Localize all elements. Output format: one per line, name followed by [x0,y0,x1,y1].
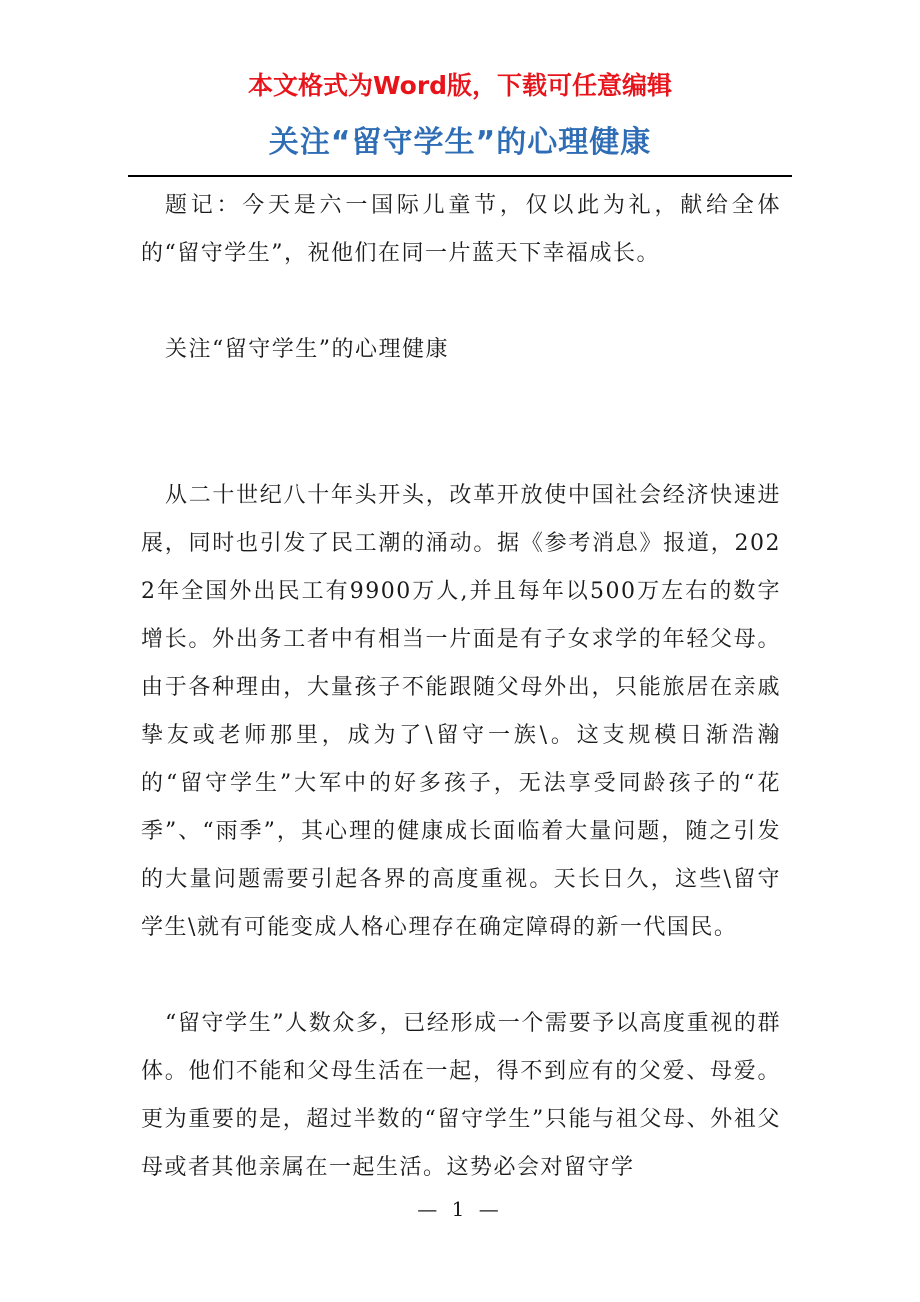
page-number: — 1 — [417,1197,503,1221]
epigraph-paragraph: 题记：今天是六一国际儿童节，仅以此为礼，献给全体的“留守学生”，祝他们在同一片蓝天下幸福成长。 [141,193,781,266]
article-subheading: 关注“留守学生”的心理健康 [165,337,449,362]
download-banner: 本文格式为Word版，下载可任意编辑 [247,71,673,100]
document-title: 关注“留守学生”的心理健康 [268,125,652,160]
title-divider [128,175,792,177]
body-paragraph-1: 从二十世纪八十年头开头，改革开放使中国社会经济快速进展，同时也引发了民工潮的涌动。据《参考消息》报道，2022年全国外出民工有9900万人,并且每年以500万左右的数字增长。外出务工者中有相当一片面是有子女求学的年轻父母。由于各种理由，大量孩子不能跟随父母外出，只能旅居在亲戚挚友或老师那里，成为了\留守一族\。这支规模日渐浩瀚的“留守学生”大军中的好多孩子，无法享受同龄孩子的“花季”、“雨季”，其心理的健康成长面临着大量问题，随之引发的大量问题需要引起各界的高度重视。天长日久，这些\留守学生\就有可能变成人格心理存在确定障碍的新一代国民。 [141,483,781,940]
body-paragraph-2: “留守学生”人数众多，已经形成一个需要予以高度重视的群体。他们不能和父母生活在一起，得不到应有的父爱、母爱。更为重要的是，超过半数的“留守学生”只能与祖父母、外祖父母或者其他亲属在一起生活。这势必会对留守学 [141,1011,781,1180]
